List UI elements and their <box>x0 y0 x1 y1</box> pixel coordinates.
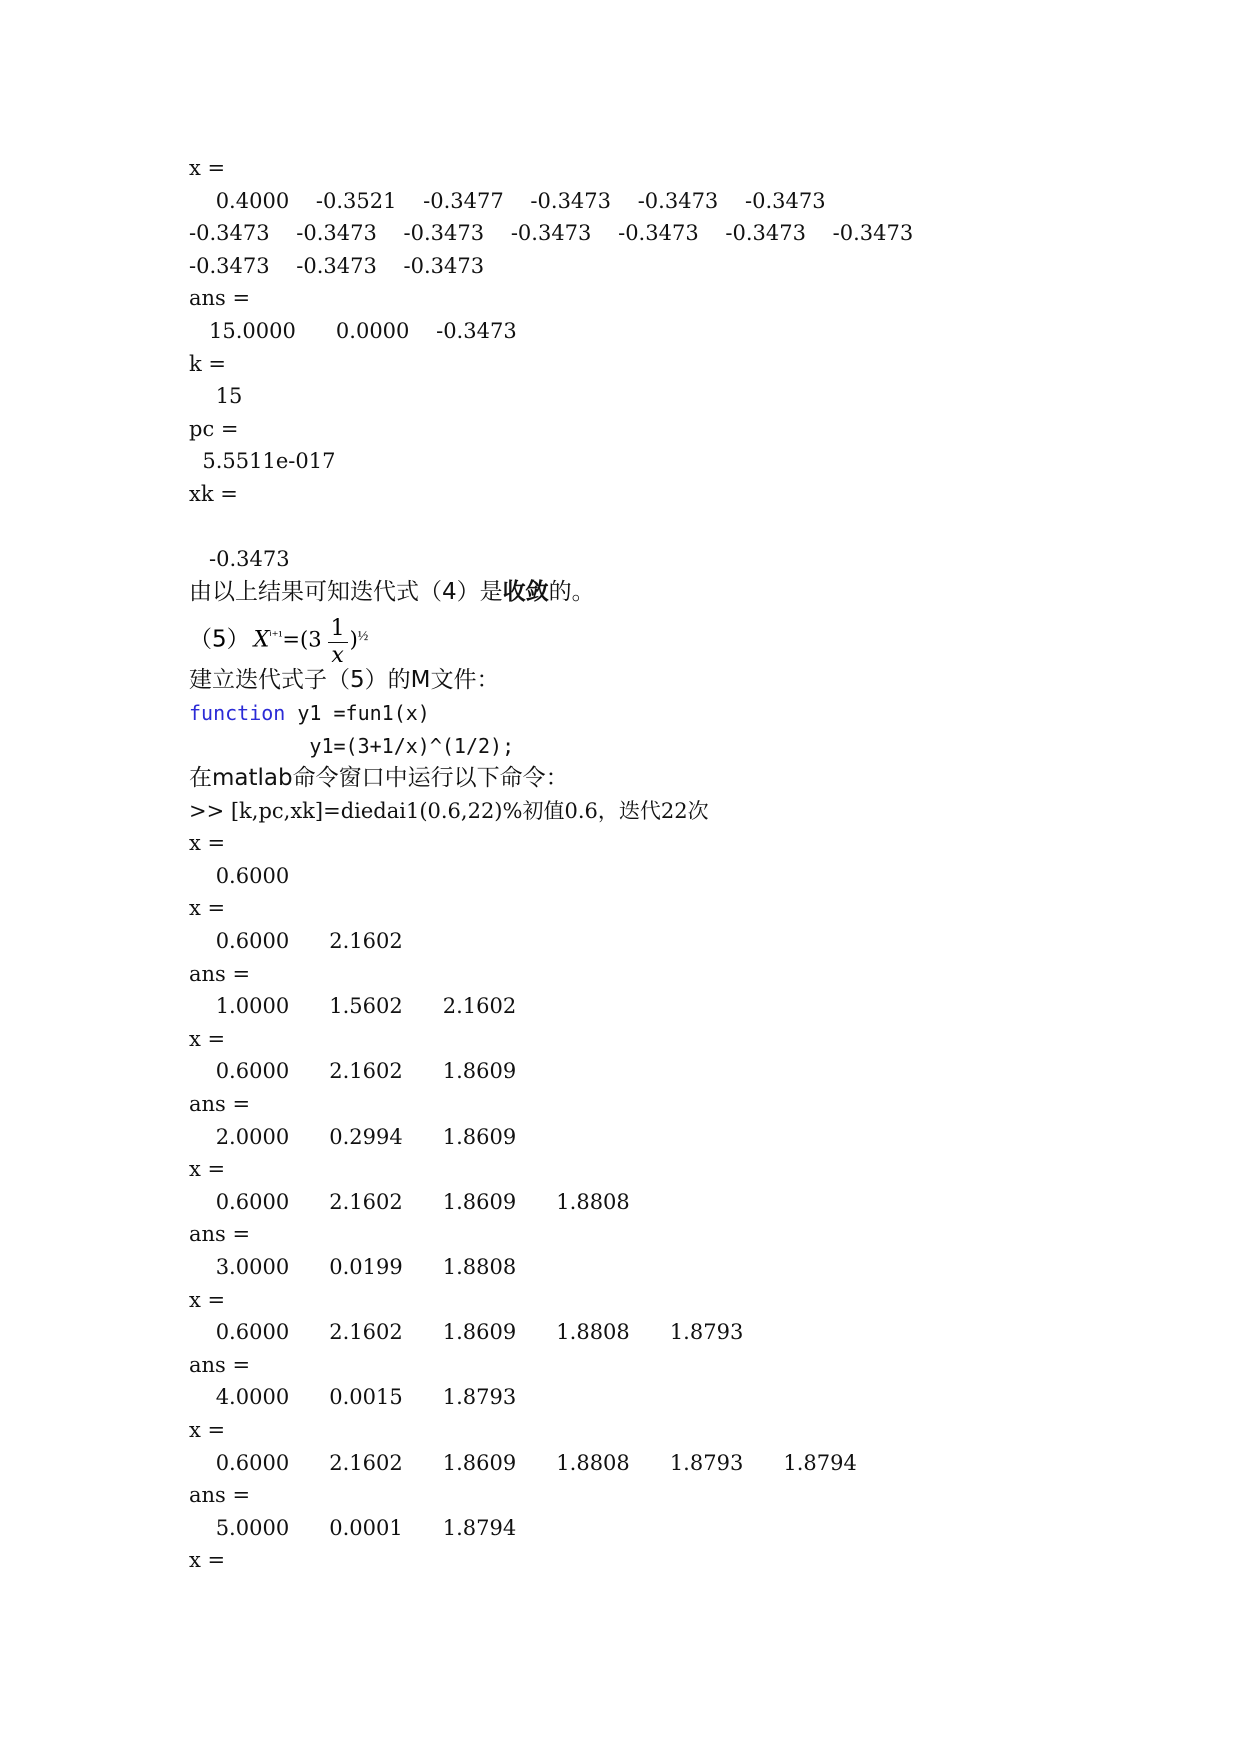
equation-lhs: X <box>253 627 270 653</box>
fraction-numerator: 1 <box>328 618 348 643</box>
run-intro-text: 在matlab命令窗口中运行以下命令： <box>189 765 569 792</box>
matlab-output-block-1 <box>189 152 1089 576</box>
output-line: 1.0000 1.5602 2.1602 <box>189 994 517 1019</box>
output-line: 4.0000 0.0015 1.8793 <box>189 1385 517 1410</box>
output-line: 0.6000 2.1602 1.8609 1.8808 1.8793 1.8794 <box>189 1450 857 1475</box>
matlab-command: >> [k,pc,xk]=diedai1(0.6,22)%初值0.6，迭代22次 <box>189 798 709 823</box>
conclusion-text <box>189 576 1089 609</box>
output-line: xk = <box>189 481 238 506</box>
conclusion-bold: 收敛 <box>502 578 549 605</box>
output-line: ans = <box>189 1483 251 1508</box>
output-line: x = <box>189 1548 226 1573</box>
code-line-2: y1=(3+1/x)^(1/2); <box>189 733 515 758</box>
output-line: ans = <box>189 286 251 311</box>
conclusion-prefix: 由以上结果可知迭代式（4）是 <box>189 578 503 605</box>
output-line: k = <box>189 351 226 376</box>
output-line: x = <box>189 1417 226 1442</box>
equation-exponent: ½ <box>357 629 369 645</box>
mfile-intro-text: 建立迭代式子（5）的M文件： <box>189 667 500 694</box>
output-line: -0.3473 <box>189 547 290 572</box>
code-line-1 <box>189 697 1089 730</box>
output-line: ans = <box>189 1222 251 1247</box>
output-line: -0.3473 -0.3473 -0.3473 -0.3473 -0.3473 -0.3473 -0.3473 <box>189 221 914 246</box>
output-line: 0.6000 2.1602 1.8609 1.8808 <box>189 1189 630 1214</box>
equation-5 <box>189 608 1089 669</box>
output-line: 15.0000 0.0000 -0.3473 <box>189 318 517 343</box>
output-line: 2.0000 0.2994 1.8609 <box>189 1124 517 1149</box>
output-line: 5.0000 0.0001 1.8794 <box>189 1515 517 1540</box>
matlab-output-block-2 <box>189 827 1089 1577</box>
output-line: ans = <box>189 1092 251 1117</box>
output-line: 0.6000 2.1602 1.8609 <box>189 1059 517 1084</box>
equation-fraction <box>328 618 348 667</box>
output-line: x = <box>189 1287 226 1312</box>
output-line: x = <box>189 156 226 180</box>
output-line: 0.4000 -0.3521 -0.3477 -0.3473 -0.3473 -0.3473 <box>189 188 826 213</box>
output-line <box>189 511 1089 544</box>
output-line: -0.3473 -0.3473 -0.3473 <box>189 253 485 278</box>
output-line: x = <box>189 896 226 921</box>
output-line: 15 <box>189 384 243 409</box>
equation-marker: ⁱ⁺¹ <box>269 628 283 644</box>
output-line: 0.6000 <box>189 863 290 888</box>
equation-label: （5） <box>189 626 250 653</box>
output-line: 0.6000 2.1602 1.8609 1.8808 1.8793 <box>189 1320 744 1345</box>
code-signature: y1 =fun1(x) <box>285 700 430 725</box>
output-line: 0.6000 2.1602 <box>189 929 403 954</box>
output-line: 5.5511e-017 <box>189 449 336 474</box>
document-content <box>189 152 1089 1577</box>
output-line: ans = <box>189 1352 251 1377</box>
output-line: x = <box>189 1157 226 1182</box>
equation-close: ) <box>349 627 358 652</box>
fraction-denominator: x <box>331 643 344 669</box>
output-line: pc = <box>189 416 239 441</box>
conclusion-suffix: 的。 <box>548 578 595 605</box>
equation-open: =(3 <box>282 627 322 652</box>
output-line: x = <box>189 1026 226 1051</box>
output-line: ans = <box>189 961 251 986</box>
output-line: 3.0000 0.0199 1.8808 <box>189 1255 517 1279</box>
code-keyword: function <box>189 700 286 725</box>
output-line: x = <box>189 831 226 856</box>
